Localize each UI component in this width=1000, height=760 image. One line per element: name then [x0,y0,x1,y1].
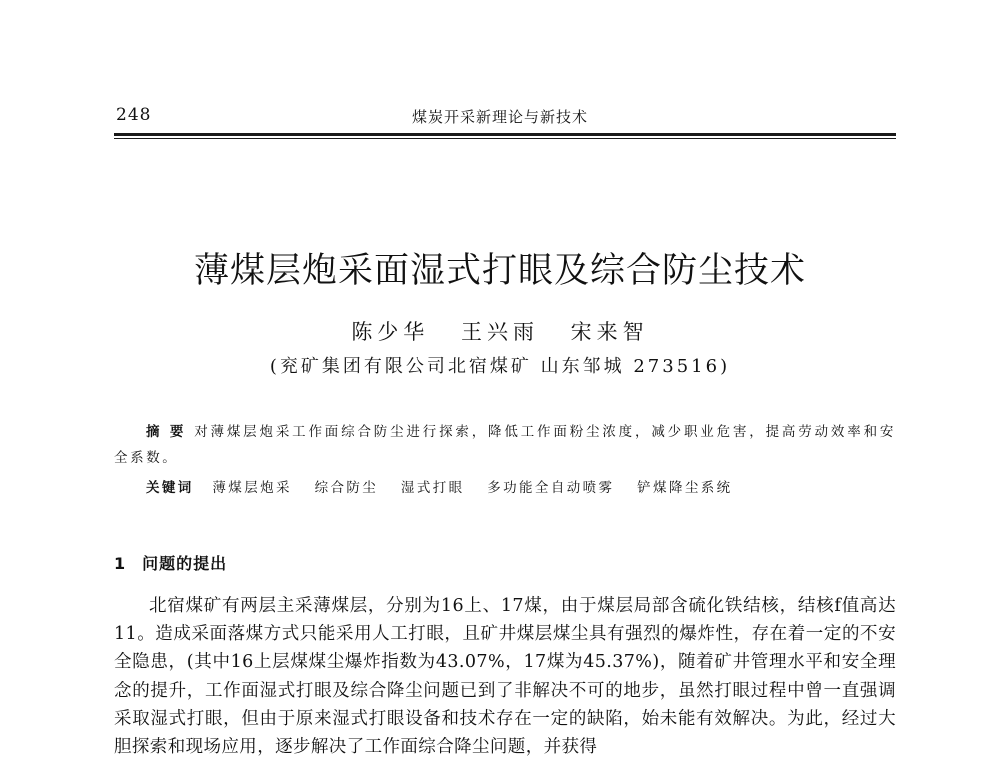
header-rule-thick [114,133,896,136]
journal-title: 煤炭开采新理论与新技术 [412,108,589,126]
abstract-text: 对薄煤层炮采工作面综合防尘进行探索，降低工作面粉尘浓度，减少职业危害，提高劳动效率和安全系数。 [114,424,896,466]
keyword-item: 薄煤层炮采 [212,480,292,496]
keywords-label: 关键词 [146,480,194,496]
keywords [146,476,906,496]
paper-title: 薄煤层炮采面湿式打眼及综合防尘技术 [193,251,806,291]
keyword-item: 湿式打眼 [400,480,465,496]
section-heading [114,551,227,574]
header-rule-thin [114,138,896,139]
running-header [114,105,896,131]
page-number: 248 [116,105,152,125]
authors: 陈少华 王兴雨 宋来智 [351,320,649,344]
section-number: 1 [114,554,127,573]
keyword-item: 综合防尘 [314,480,379,496]
keyword-item: 多功能全自动喷雾 [487,480,615,496]
keyword-item: 铲煤降尘系统 [637,480,733,496]
affiliation: (兖矿集团有限公司北宿煤矿 山东邹城 273516) [269,356,731,377]
abstract-label: 摘 要 [146,424,187,440]
body-paragraph: 北宿煤矿有两层主采薄煤层，分别为16上、17煤，由于煤层局部含硫化铁结核，结核f值高达11。造成采面落煤方式只能采用人工打眼，且矿井煤层煤尘具有强烈的爆炸性，存在着一定的不安全隐患，(其中16上层煤煤尘爆炸指数为43.07%，17煤为45.37%)，随着矿井管理水平和安全理念的提升，工作面湿式打眼及综合降尘问题已到了非解决不可的地步，虽然打眼过程中曾一直强调采取湿式打眼，但由于原来湿式打眼设备和技术存在一定的缺陷，始未能有效解决。为此，经过大胆探索和现场应用，逐步解决了工作面综合降尘问题，并获得 [114,596,896,758]
abstract [114,419,896,471]
section-title: 问题的提出 [142,554,228,573]
